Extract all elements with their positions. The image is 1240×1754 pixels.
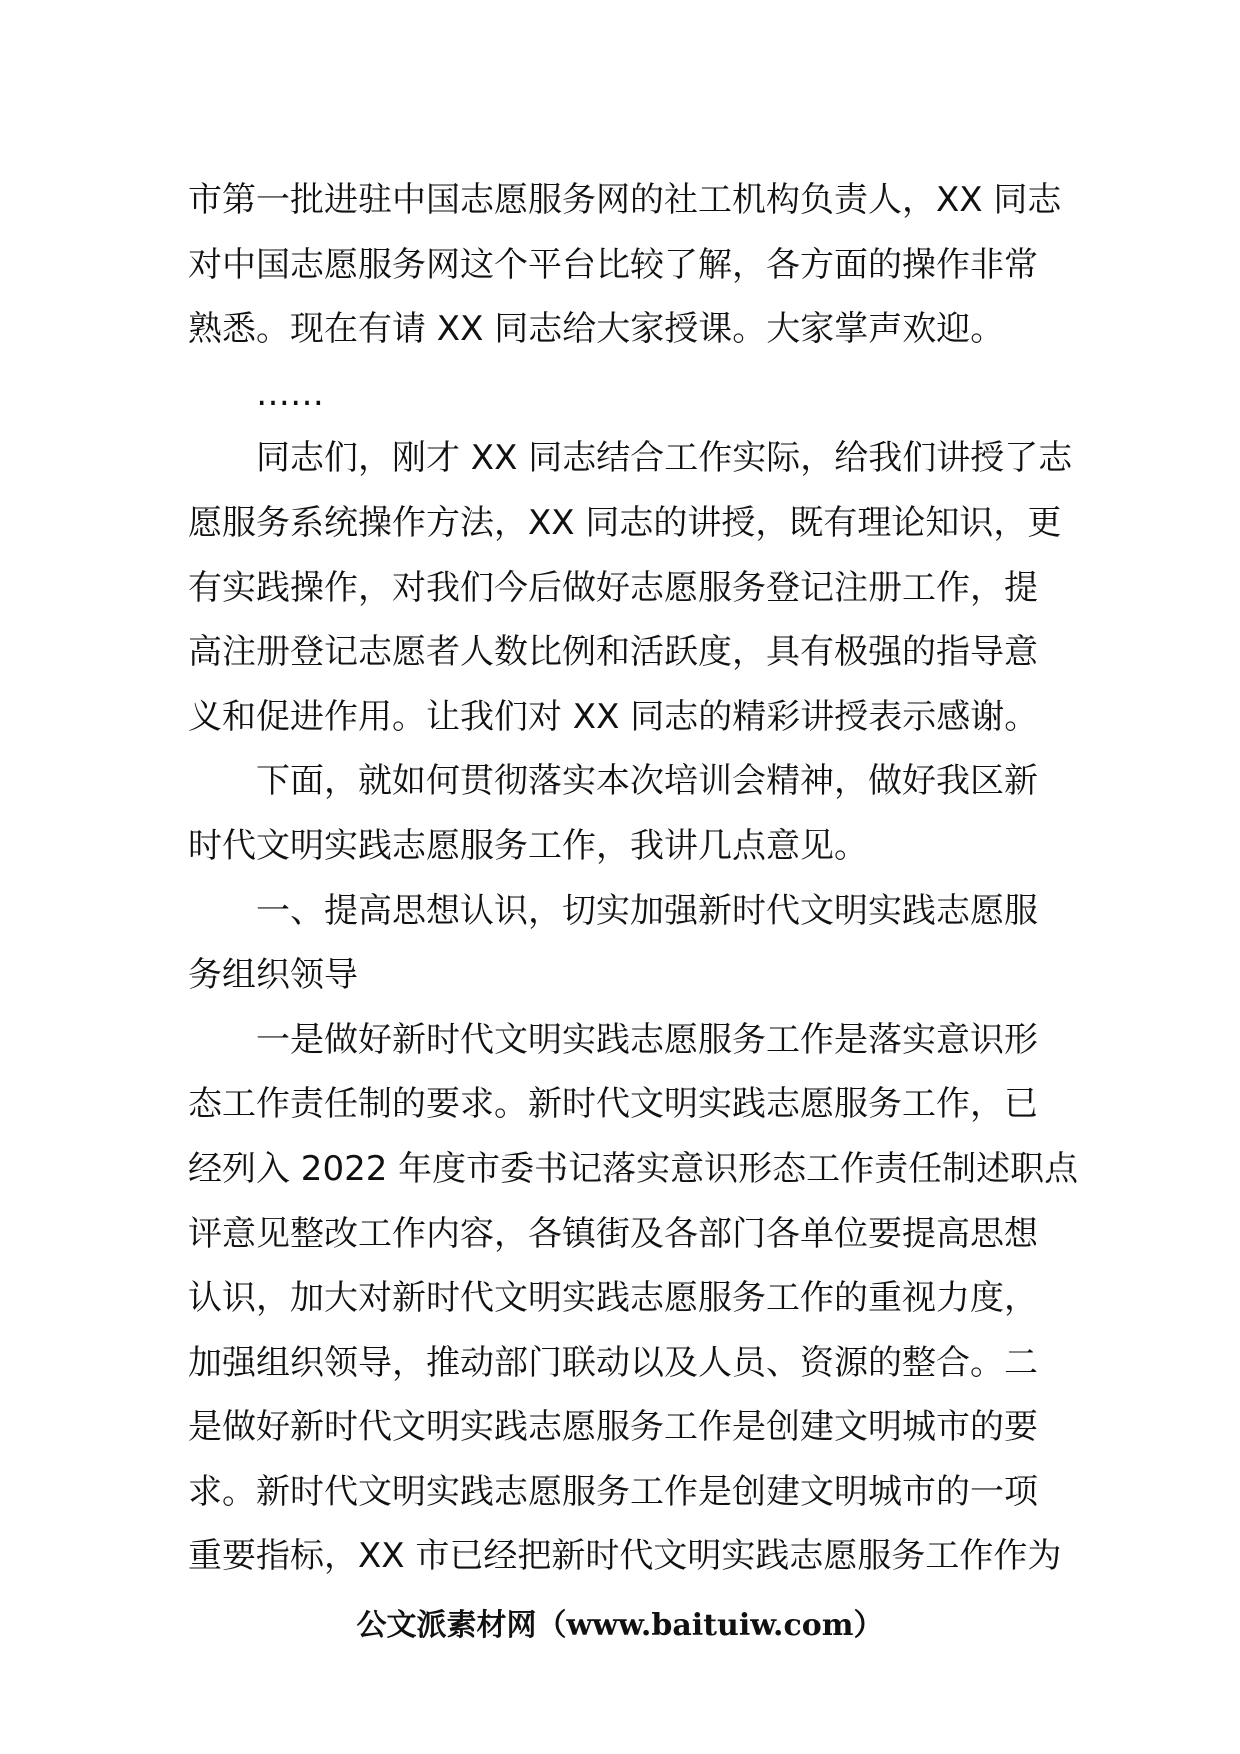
ellipsis-line: ……	[256, 373, 324, 414]
text-line: 加强组织领导，推动部门联动以及人员、资源的整合。二	[188, 1342, 1038, 1383]
text-line: 有实践操作，对我们今后做好志愿服务登记注册工作，提	[188, 567, 1038, 608]
text-line: 义和促进作用。让我们对 XX 同志的精彩讲授表示感谢。	[188, 696, 1039, 737]
text-line: 重要指标，XX 市已经把新时代文明实践志愿服务工作作为	[188, 1536, 1062, 1577]
text-line: 是做好新时代文明实践志愿服务工作是创建文明城市的要	[188, 1407, 1038, 1448]
text-line: 经列入 2022 年度市委书记落实意识形态工作责任制述职点	[188, 1148, 1079, 1189]
text-line: 对中国志愿服务网这个平台比较了解，各方面的操作非常	[188, 244, 1038, 285]
text-line: 愿服务系统操作方法，XX 同志的讲授，既有理论知识，更	[188, 502, 1062, 543]
text-line: 态工作责任制的要求。新时代文明实践志愿服务工作，已	[188, 1084, 1038, 1125]
section-heading: 一、提高思想认识，切实加强新时代文明实践志愿服	[256, 890, 1038, 931]
text-line: 同志们，刚才 XX 同志结合工作实际，给我们讲授了志	[256, 438, 1073, 479]
text-line: 认识，加大对新时代文明实践志愿服务工作的重视力度，	[188, 1278, 1038, 1319]
text-line: 求。新时代文明实践志愿服务工作是创建文明城市的一项	[188, 1471, 1038, 1512]
footer-source-text: 公文派素材网（www.baituiw.com）	[356, 1608, 884, 1643]
section-heading: 务组织领导	[188, 955, 358, 996]
text-line: 评意见整改工作内容，各镇街及各部门各单位要提高思想	[188, 1213, 1038, 1254]
document-body	[188, 168, 1079, 1589]
text-line: 市第一批进驻中国志愿服务网的社工机构负责人，XX 同志	[188, 180, 1062, 220]
text-line: 高注册登记志愿者人数比例和活跃度，具有极强的指导意	[188, 632, 1038, 673]
text-line: 熟悉。现在有请 XX 同志给大家授课。大家掌声欢迎。	[188, 309, 1005, 350]
text-line: 一是做好新时代文明实践志愿服务工作是落实意识形	[256, 1019, 1038, 1060]
text-line: 下面，就如何贯彻落实本次培训会精神，做好我区新	[256, 761, 1038, 802]
text-line: 时代文明实践志愿服务工作，我讲几点意见。	[188, 825, 868, 866]
